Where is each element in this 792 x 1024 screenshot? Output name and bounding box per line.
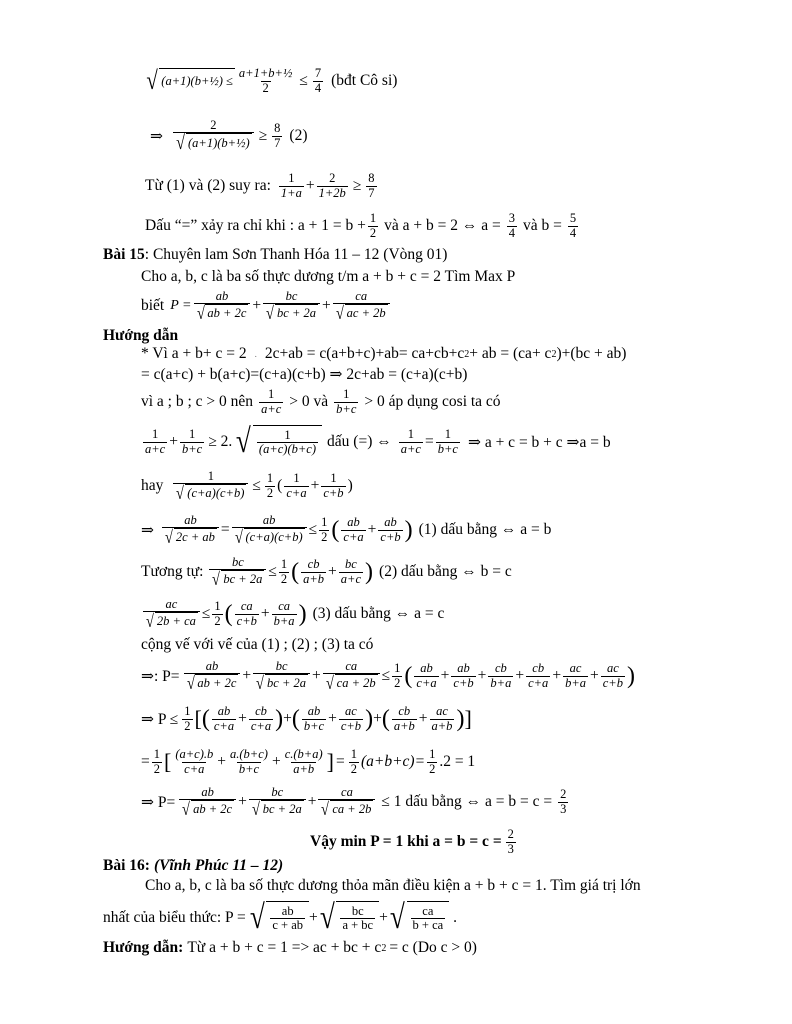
fraction: $\frac{1}{2}$ (350, 747, 357, 776)
fraction: ca √ ac + 2b (333, 290, 390, 322)
line-6: Cho a, b, c là ba số thực dương t/m a + b + c = 2 Tìm Max P (141, 268, 516, 285)
sqrt-expression: √ $\frac{ab}{c + ab}$ (248, 901, 309, 935)
fraction: $\frac{cb}{b+a}$ (490, 661, 512, 690)
fraction: $\frac{ac}{c+b}$ (602, 661, 623, 690)
fraction: $\frac{1}{b+c}$ (437, 427, 458, 456)
fraction: bc √ bc + 2a (249, 786, 306, 818)
fraction: $\frac{1}{2}$ (369, 211, 377, 240)
fraction: bc √ bc + 2a (253, 660, 310, 692)
fraction: $\frac{2}{3}$ (560, 787, 567, 816)
fraction: $\frac{\text{a+1+b+½}}{2}$ (238, 66, 293, 95)
fraction: $\frac{1}{2}$ (429, 747, 436, 776)
fraction: $\frac{cb}{a+b}$ (393, 704, 415, 733)
fraction: $\frac{cb}{a+b}$ (303, 557, 325, 586)
fraction: $\frac{cb}{c+a}$ (250, 704, 272, 733)
line-13: hay 1 √ (c+a)(c+b) ≤ $\frac{1}{2}$ ( $\frac{1}{c+a}$ + $\frac{1}{c+b}$ ) (141, 468, 353, 504)
fraction: ca √ ca + 2b (318, 786, 375, 818)
fraction: $\frac{1}{2}$ (153, 747, 160, 776)
fraction: $\frac{1}{2}$ (394, 661, 401, 690)
line-1: √ (a+1)(b+½) ≤ $\frac{\text{a+1+b+½}}{2}$ ≤ $\frac{7}{4}$ (bđt Cô si) (146, 66, 398, 95)
fraction: $\frac{1}{2}$ (321, 515, 328, 544)
fraction: $\frac{ca}{b+a}$ (273, 599, 295, 628)
fraction: $\frac{ac}{a+b}$ (431, 704, 453, 733)
fraction: $\frac{1}{c+a}$ (286, 471, 307, 500)
conclusion: Vậy min P = 1 khi a = b = c = $\frac{2}{3}$ (310, 827, 514, 856)
fraction: $\frac{ab}{b+c}$ (303, 704, 325, 733)
fraction: bc √ bc + 2a (209, 556, 266, 588)
sqrt-expression: √ $\frac{ca}{b + ca}$ (388, 901, 449, 935)
fraction: ab √ ab + 2c (194, 290, 251, 322)
fraction: $\frac{8}{7}$ (368, 171, 375, 200)
fraction: $\frac{cb}{c+a}$ (528, 661, 549, 690)
fraction: ab √ (c+a)(c+b) (232, 514, 307, 546)
fraction: $\frac{1}{a+c}$ (261, 387, 282, 416)
sqrt-expression: √ $\frac{1}{(a+c)(b+c)}$ (234, 425, 322, 459)
fraction: ab √ 2c + ab (162, 514, 219, 546)
fraction: ca √ ca + 2b (323, 660, 380, 692)
fraction: 2 √ (a+1)(b+½) (173, 119, 254, 153)
fraction: $\frac{ab}{c+a}$ (343, 515, 364, 544)
solution-heading: Hướng dẫn (103, 327, 179, 344)
line-9: * Vì a + b+ c = 2 . 2c+ab = c(a+b+c)+ab= ca+cb+c 2 + ab = (ca+ c 2 )+(bc + ab) (141, 345, 627, 362)
line-2: ⇒ 2 √ (a+1)(b+½) ≥ $\frac{8}{7}$ (2) (150, 117, 308, 155)
fraction: $\frac{1}{a+c}$ (145, 427, 166, 456)
fraction: $\frac{1}{b+c}$ (181, 427, 203, 456)
fraction: $\frac{5}{4}$ (569, 211, 577, 240)
fraction: $\frac{1}{a+c}$ (400, 427, 421, 456)
fraction: 1 √ (c+a)(c+b) (173, 470, 248, 502)
fraction: $\frac{7}{4}$ (314, 66, 322, 95)
fraction: $\frac{ab}{c+a}$ (416, 661, 437, 690)
line-19: ⇒ P ≤ $\frac{1}{2}$ [ ( $\frac{ab}{c+a}$ + $\frac{cb}{c+a}$ ) + ( $\frac{ab}{b+c}$ + $\frac{ac}{c+b}$ ) + ( $\frac{cb}{a+b}$ + $\frac{ac}{a+b}$ ) ] (141, 704, 472, 733)
line-12: $\frac{1}{a+c}$ + $\frac{1}{b+c}$ ≥ 2. √ $\frac{1}{(a+c)(b+c)}$ dấu (=) ⇔ $\frac{1}{a+c}$ = $\frac{1}{b+c}$ ⇒ a + c = b + c ⇒a = b (145, 423, 611, 460)
fraction: $\frac{ac}{b+a}$ (565, 661, 586, 690)
fraction: bc √ bc + 2a (263, 290, 320, 322)
line-15: Tương tự: bc √ bc + 2a ≤ $\frac{1}{2}$ ( $\frac{cb}{a+b}$ + $\frac{bc}{a+c}$ ) (2) dấu bằng ⇔ b = c (141, 554, 512, 590)
fraction: $\frac{ab}{c+b}$ (453, 661, 474, 690)
fraction: ab √ ab + 2c (184, 660, 241, 692)
problem-15-heading: Bài 15 : Chuyên lam Sơn Thanh Hóa 11 – 12 (Vòng 01) (103, 246, 448, 263)
fraction: $\frac{1}{b+c}$ (336, 387, 357, 416)
line-17: cộng vế với vế của (1) ; (2) ; (3) ta có (141, 636, 374, 653)
fraction: $\frac{1}{1+a}$ (280, 171, 302, 200)
fraction: $\frac{8}{7}$ (274, 121, 281, 150)
fraction: $\frac{ab}{c+a}$ (213, 704, 235, 733)
line-16: ac √ 2b + ca ≤ $\frac{1}{2}$ ( $\frac{ca}{c+b}$ + $\frac{ca}{b+a}$ ) (3) dấu bằng ⇔ a = c (141, 592, 444, 636)
line-10: = c(a+c) + b(a+c)=(c+a)(c+b) ⇒ 2c+ab = (c+a)(c+b) (141, 365, 468, 383)
fraction: $\frac{2}{3}$ (507, 827, 514, 856)
fraction: $\frac{ca}{c+b}$ (236, 599, 257, 628)
fraction: $\frac{1}{2}$ (214, 599, 221, 628)
fraction: $\frac{bc}{a+c}$ (340, 557, 362, 586)
fraction: $\frac{ac}{c+b}$ (340, 704, 362, 733)
fraction: $\frac{c.(b+a)}{a+b}$ (284, 747, 323, 776)
fraction: $\frac{1}{2}$ (184, 704, 191, 733)
line-11: vì a ; b ; c > 0 nên $\frac{1}{a+c}$ > 0 và $\frac{1}{b+c}$ > 0 áp dụng cosi ta có (141, 387, 501, 416)
fraction: $\frac{3}{4}$ (508, 211, 516, 240)
fraction: $\frac{(a+c).b}{c+a}$ (175, 747, 214, 776)
line-26: Hướng dẫn: Từ a + b + c = 1 => ac + bc + c 2 = c (Do c > 0) (103, 939, 477, 956)
sqrt-expression: √ $\frac{bc}{a + bc}$ (318, 901, 379, 935)
fraction: $\frac{1}{c+b}$ (323, 471, 344, 500)
line-18: ⇒: P= ab √ ab + 2c + bc √ bc + 2a + ca √ ca + 2b ≤ $\frac{1}{2}$ ( $\frac{ab}{c+a}$ + $\frac{ab}{c+b}$ + $\frac{cb}{b+a}$ + $\frac{cb}{c+a}$ + $\frac{ac}{b+a}$ + $\frac{ac}{c+b}$ ) (141, 658, 635, 694)
line-20: = $\frac{1}{2}$ [ $\frac{(a+c).b}{c+a}$ + $\frac{a.(b+c)}{b+c}$ + $\frac{c.(b+a)}{a+b}$ ] = $\frac{1}{2}$ (a+b+c)= $\frac{1}{2}$ .2 = 1 (141, 747, 476, 776)
line-7: biết P = ab √ ab + 2c + bc √ bc + 2a + ca √ ac + 2b (141, 286, 392, 326)
fraction: $\frac{ab}{c+b}$ (380, 515, 401, 544)
fraction: $\frac{1}{2}$ (280, 557, 288, 586)
line-14: ⇒ ab √ 2c + ab = ab √ (c+a)(c+b) ≤ $\frac{1}{2}$ ( $\frac{ab}{c+a}$ + $\frac{ab}{c+b}$ ) (1) dấu bằng ⇔ a = b (141, 512, 552, 548)
sqrt-expression: √ (a+1)(b+½) ≤ (146, 66, 233, 95)
line-3: Từ (1) và (2) suy ra: $\frac{1}{1+a}$ + $\frac{2}{1+2b}$ ≥ $\frac{8}{7}$ (145, 171, 375, 200)
fraction: $\frac{1}{2}$ (266, 471, 274, 500)
problem-16-heading: Bài 16: (Vĩnh Phúc 11 – 12) (103, 857, 284, 874)
line-21: ⇒ P= ab √ ab + 2c + bc √ bc + 2a + ca √ ca + 2b ≤ 1 dấu bằng ⇔ a = b = c = $\frac{2}{3}$ (141, 784, 567, 820)
line-25: nhất của biểu thức: P = √ $\frac{ab}{c + ab}$ + √ $\frac{bc}{a + bc}$ + √ $\frac{ca}{b + ca}$ . (103, 899, 458, 936)
fraction: ac √ 2b + ca (143, 598, 200, 630)
line-24: Cho a, b, c là ba số thực dương thỏa mãn điều kiện a + b + c = 1. Tìm giá trị lớn (145, 877, 641, 894)
fraction: $\frac{2}{1+2b}$ (318, 171, 346, 200)
fraction: $\frac{a.(b+c)}{b+c}$ (230, 747, 268, 776)
line-4: Dấu “=” xảy ra chỉ khi : a + 1 = b + $\frac{1}{2}$ và a + b = 2 ⇔ a = $\frac{3}{4}$ và b = $\frac{5}{4}$ (145, 211, 577, 240)
fraction: ab √ ab + 2c (179, 786, 236, 818)
